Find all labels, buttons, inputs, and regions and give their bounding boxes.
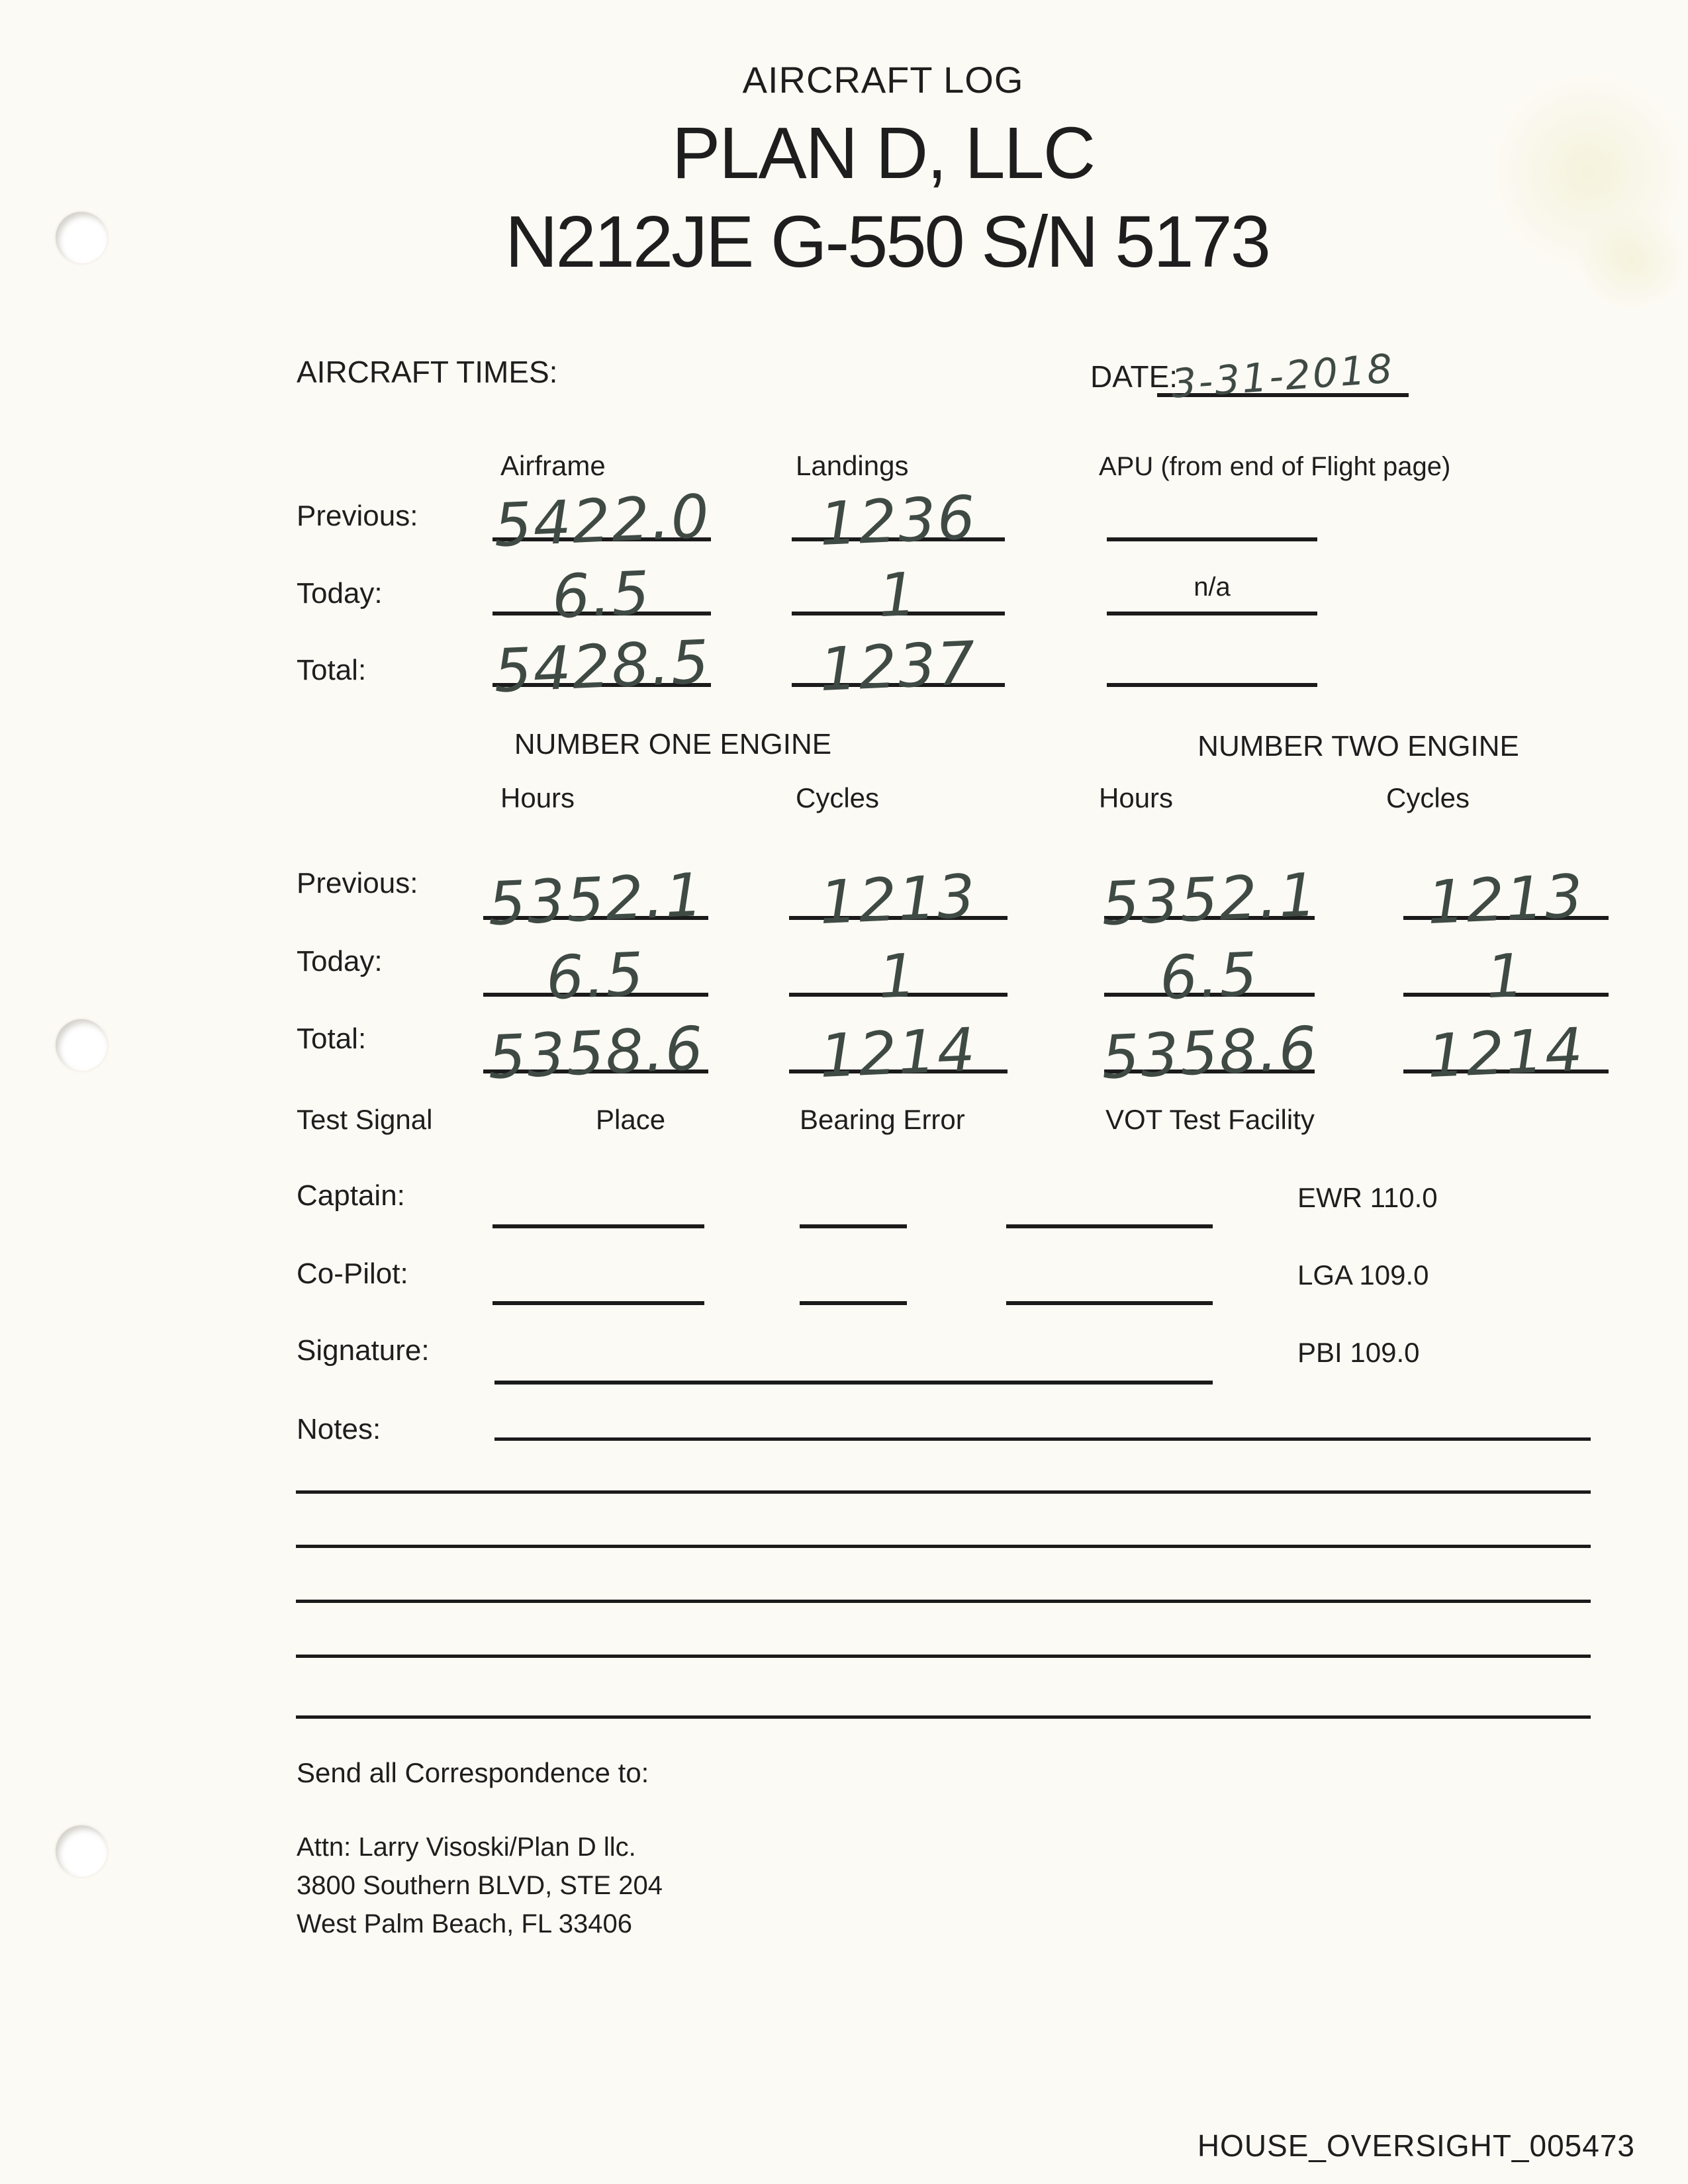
facility-pbi-value: PBI 109.0	[1297, 1337, 1420, 1368]
correspondence-address	[297, 1828, 663, 1943]
address-line-street: 3800 Southern BLVD, STE 204	[297, 1871, 663, 1900]
e1-total-cycles-value: 1214	[818, 1015, 978, 1092]
signature-label: Signature:	[297, 1334, 430, 1367]
e2-previous-hours-field	[1100, 855, 1319, 940]
e1-total-cycles-field	[789, 1009, 1008, 1092]
correspondence-heading: Send all Correspondence to:	[297, 1757, 649, 1788]
test-signal-header: Test Signal	[297, 1104, 433, 1135]
engine-one-heading: NUMBER ONE ENGINE	[514, 728, 832, 760]
today-airframe-value: 6.5	[551, 558, 653, 633]
address-line-attn: Attn: Larry Visoski/Plan D llc.	[297, 1833, 636, 1862]
previous-airframe-value: 5422.0	[492, 481, 712, 561]
previous-landings-value: 1236	[818, 482, 978, 560]
today-apu-na-text: n/a	[1194, 572, 1231, 602]
hole-punch-bottom	[56, 1825, 107, 1877]
captain-facility-field	[1006, 1185, 1213, 1228]
notes-line-5	[296, 1655, 1591, 1658]
date-field	[1157, 332, 1409, 408]
e1-previous-hours-value: 5352.1	[486, 860, 706, 940]
e1-today-cycles-field	[789, 932, 1008, 1013]
e1-total-hours-field	[483, 1009, 708, 1093]
hole-punch-middle	[56, 1019, 107, 1071]
company-name: PLAN D, LLC	[671, 113, 1095, 194]
facility-ewr-value: EWR 110.0	[1297, 1182, 1438, 1213]
times-total-label: Total:	[297, 654, 367, 686]
e1-today-hours-value: 6.5	[545, 939, 647, 1014]
notes-line-2	[296, 1490, 1591, 1494]
total-apu-field	[1107, 622, 1317, 687]
copilot-bearing-field	[800, 1261, 907, 1305]
previous-airframe-field	[492, 477, 712, 561]
e2-today-cycles-value: 1	[1485, 940, 1527, 1013]
engines-total-label: Total:	[297, 1023, 367, 1055]
engines-previous-label: Previous:	[297, 867, 418, 899]
e2-total-cycles-value: 1214	[1426, 1015, 1586, 1092]
engine-one-cycles-header: Cycles	[796, 782, 880, 813]
total-airframe-field	[492, 622, 712, 707]
date-label: DATE:	[1090, 359, 1178, 394]
e1-previous-hours-field	[483, 855, 708, 940]
engine-two-hours-header: Hours	[1099, 782, 1174, 813]
notes-label: Notes:	[297, 1413, 381, 1445]
e1-today-hours-field	[483, 932, 708, 1014]
airframe-column-header: Airframe	[500, 450, 606, 481]
notes-line-3	[296, 1545, 1591, 1548]
page-title: AIRCRAFT LOG	[742, 59, 1024, 101]
total-landings-value: 1237	[818, 628, 978, 705]
vot-facility-header: VOT Test Facility	[1105, 1104, 1315, 1135]
engine-two-cycles-header: Cycles	[1386, 782, 1470, 813]
previous-landings-field	[792, 477, 1005, 560]
e2-today-cycles-field	[1403, 932, 1609, 1013]
engine-one-hours-header: Hours	[500, 782, 575, 813]
captain-bearing-field	[800, 1185, 907, 1228]
e1-total-hours-value: 5358.6	[486, 1013, 706, 1093]
e1-today-cycles-value: 1	[877, 940, 919, 1013]
today-apu-field	[1107, 551, 1317, 615]
total-landings-field	[792, 622, 1005, 705]
address-line-city: West Palm Beach, FL 33406	[297, 1909, 632, 1938]
notes-line-6	[296, 1715, 1591, 1719]
today-airframe-field	[492, 551, 711, 633]
signature-field	[494, 1341, 1213, 1385]
e2-total-cycles-field	[1403, 1009, 1609, 1092]
e2-total-hours-value: 5358.6	[1100, 1013, 1319, 1093]
scan-smudge	[1575, 212, 1688, 311]
today-landings-value: 1	[877, 559, 919, 631]
times-previous-label: Previous:	[297, 500, 418, 532]
previous-apu-field	[1107, 477, 1317, 541]
date-value: 3-31-2018	[1170, 345, 1396, 408]
landings-column-header: Landings	[796, 450, 909, 481]
copilot-label: Co-Pilot:	[297, 1257, 408, 1290]
e1-previous-cycles-field	[789, 855, 1008, 938]
apu-column-header: APU (from end of Flight page)	[1099, 452, 1451, 481]
aircraft-id: N212JE G-550 S/N 5173	[505, 201, 1269, 283]
aircraft-times-heading: AIRCRAFT TIMES:	[297, 355, 558, 389]
copilot-facility-field	[1006, 1261, 1213, 1305]
e2-today-hours-field	[1104, 932, 1315, 1014]
bearing-error-header: Bearing Error	[800, 1104, 965, 1135]
scan-smudge	[1489, 73, 1688, 271]
facility-lga-value: LGA 109.0	[1297, 1259, 1429, 1291]
notes-line-1	[494, 1437, 1591, 1441]
copilot-place-field	[492, 1261, 704, 1305]
e2-previous-hours-value: 5352.1	[1100, 860, 1319, 940]
engines-today-label: Today:	[297, 945, 383, 978]
e2-total-hours-field	[1100, 1009, 1319, 1093]
captain-place-field	[492, 1185, 704, 1228]
notes-line-4	[296, 1600, 1591, 1603]
e1-previous-cycles-value: 1213	[818, 861, 978, 938]
total-airframe-value: 5428.5	[492, 627, 712, 707]
e2-previous-cycles-field	[1403, 855, 1609, 938]
captain-label: Captain:	[297, 1179, 405, 1212]
e2-previous-cycles-value: 1213	[1426, 861, 1586, 938]
bates-stamp: HOUSE_OVERSIGHT_005473	[1197, 2128, 1635, 2163]
times-today-label: Today:	[297, 577, 383, 610]
e2-today-hours-value: 6.5	[1158, 939, 1260, 1014]
hole-punch-top	[56, 212, 107, 263]
place-header: Place	[596, 1104, 666, 1135]
engine-two-heading: NUMBER TWO ENGINE	[1197, 730, 1519, 762]
today-landings-field	[792, 551, 1005, 631]
